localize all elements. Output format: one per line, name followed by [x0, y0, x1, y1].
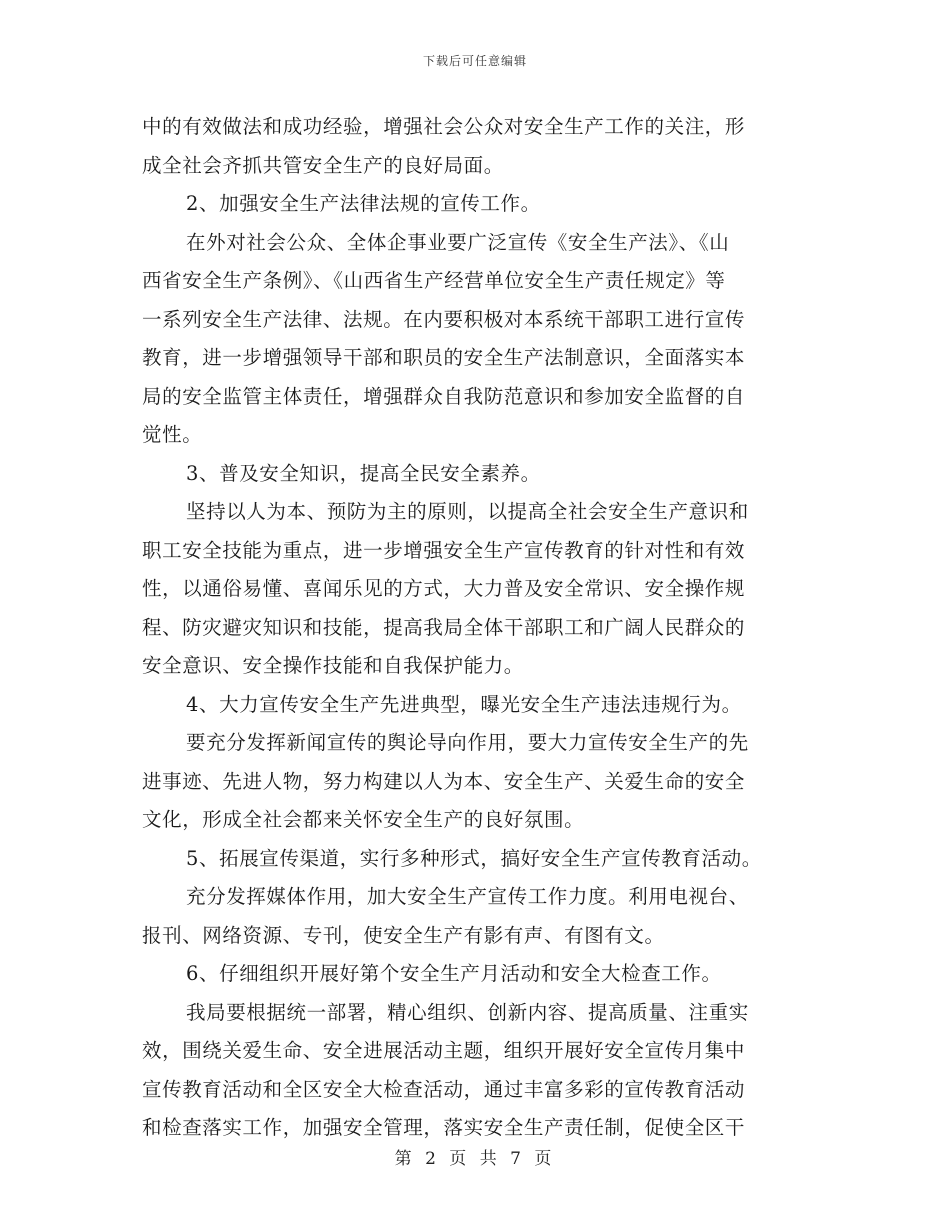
- text-line: 安全意识、安全操作技能和自我保护能力。: [142, 654, 524, 677]
- text-line: 文化，形成全社会都来关怀安全生产的良好氛围。: [142, 808, 585, 831]
- section-heading: 6、仔细组织开展好第个安全生产月活动和安全大检查工作。: [186, 962, 722, 985]
- section-heading: 4、大力宣传安全生产先进典型，曝光安全生产违法违规行为。: [186, 692, 742, 716]
- text-line: 西省安全生产条例》、《山西省生产经营单位安全生产责任规定》等: [142, 269, 726, 292]
- text-line: 职工安全技能为重点，进一步增强安全生产宣传教育的针对性和有效: [142, 538, 746, 562]
- text-line: 在外对社会公众、全体企事业要广泛宣传《安全生产法》、《山: [186, 230, 730, 254]
- text-line: 中的有效做法和成功经验，增强社会公众对安全生产工作的关注，形: [142, 115, 746, 138]
- section-heading: 2、加强安全生产法律法规的宣传工作。: [186, 192, 541, 215]
- document-body: [142, 108, 802, 1148]
- page-header: 下载后可任意编辑: [422, 54, 527, 68]
- page-number-footer: 第 2 页 共 7 页: [394, 1149, 556, 1169]
- section-heading: 5、拓展宣传渠道，实行多种形式，搞好安全生产宣传教育活动。: [186, 846, 762, 870]
- text-line: 觉性。: [142, 423, 203, 446]
- text-line: 一系列安全生产法律、法规。在内要积极对本系统干部职工进行宣传: [142, 307, 746, 331]
- text-line: 宣传教育活动和全区安全大检查活动，通过丰富多彩的宣传教育活动: [142, 1077, 746, 1101]
- text-line: 效，围绕关爱生命、安全进展活动主题，组织开展好安全宣传月集中: [142, 1039, 746, 1062]
- text-line: 充分发挥媒体作用，加大安全生产宣传工作力度。利用电视台、: [186, 885, 749, 908]
- text-line: 性，以通俗易懂、喜闻乐见的方式，大力普及安全常识、安全操作规: [142, 577, 746, 600]
- text-line: 教育，进一步增强领导干部和职员的安全生产法制意识，全面落实本: [142, 346, 746, 369]
- text-line: 报刊、网络资源、专刊，使安全生产有影有声、有图有文。: [142, 923, 665, 947]
- section-heading: 3、普及安全知识，提高全民安全素养。: [186, 461, 541, 485]
- text-line: 和检查落实工作，加强安全管理，落实安全生产责任制，促使全区干: [142, 1116, 746, 1139]
- text-line: 我局要根据统一部署，精心组织、创新内容、提高质量、注重实: [186, 1000, 749, 1024]
- text-line: 坚持以人为本、预防为主的原则，以提高全社会安全生产意识和: [186, 500, 749, 523]
- text-line: 程、防灾避灾知识和技能，提高我局全体干部职工和广阔人民群众的: [142, 615, 746, 639]
- text-line: 局的安全监管主体责任，增强群众自我防范意识和参加安全监督的自: [142, 384, 746, 408]
- text-line: 成全社会齐抓共管安全生产的良好局面。: [142, 153, 504, 177]
- text-line: 进事迹、先进人物，努力构建以人为本、安全生产、关爱生命的安全: [142, 769, 746, 793]
- text-line: 要充分发挥新闻宣传的舆论导向作用，要大力宣传安全生产的先: [186, 731, 749, 754]
